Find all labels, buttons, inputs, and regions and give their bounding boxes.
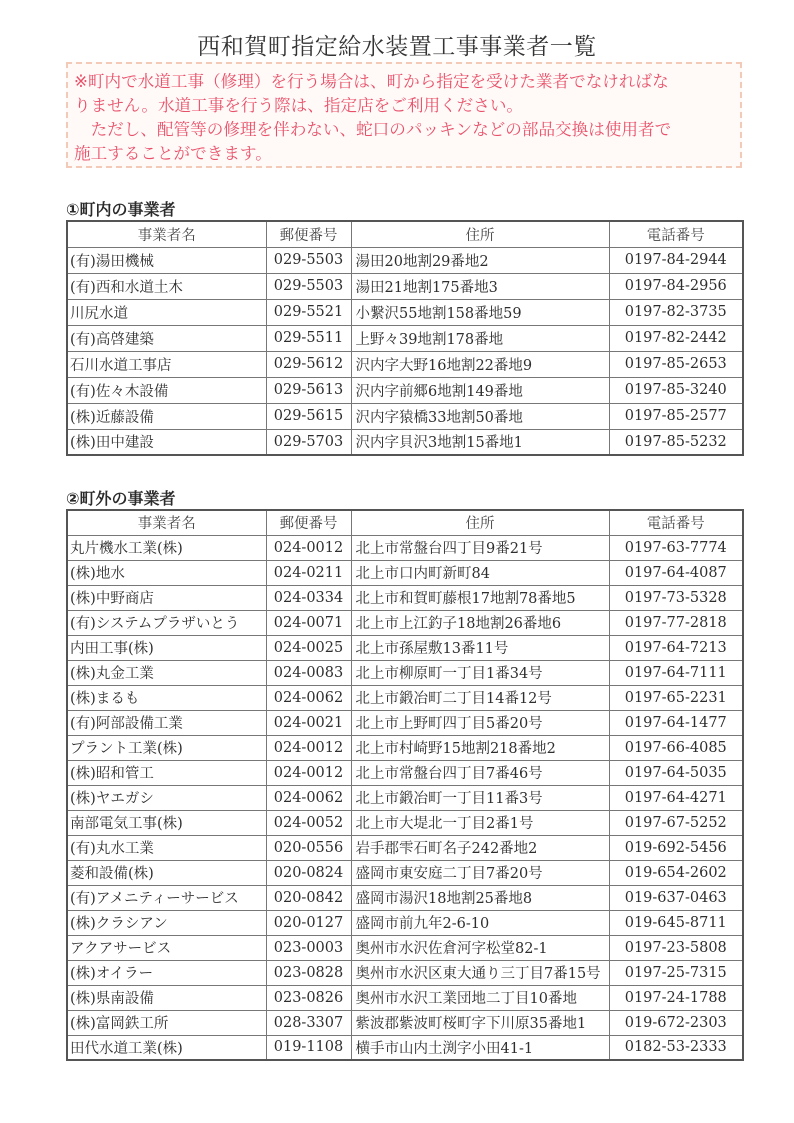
phone-number-cell: 0197-85-2653 bbox=[609, 351, 743, 377]
phone-number-cell: 0197-64-5035 bbox=[609, 760, 743, 785]
postal-code-cell: 023-0826 bbox=[266, 985, 351, 1010]
address-cell: 湯田20地割29番地2 bbox=[351, 247, 609, 273]
table-row bbox=[67, 325, 743, 351]
column-header-phone: 電話番号 bbox=[609, 221, 743, 247]
column-header-name: 事業者名 bbox=[67, 510, 266, 535]
company-name-cell: (株)オイラー bbox=[67, 960, 266, 985]
address-cell: 奥州市水沢工業団地二丁目10番地 bbox=[351, 985, 609, 1010]
postal-code-cell: 024-0211 bbox=[266, 560, 351, 585]
company-name-cell: (有)アメニティーサービス bbox=[67, 885, 266, 910]
company-name-cell: 内田工事(株) bbox=[67, 635, 266, 660]
company-name-cell: 丸片機水工業(株) bbox=[67, 535, 266, 560]
page-title: 西和賀町指定給水装置工事事業者一覧 bbox=[197, 34, 597, 60]
table-row bbox=[67, 299, 743, 325]
phone-number-cell: 0197-64-4271 bbox=[609, 785, 743, 810]
out-of-town-contractors-table bbox=[66, 509, 744, 1061]
phone-number-cell: 0197-64-4087 bbox=[609, 560, 743, 585]
postal-code-cell: 019-1108 bbox=[266, 1035, 351, 1060]
table-row bbox=[67, 935, 743, 960]
table-row bbox=[67, 760, 743, 785]
table-row bbox=[67, 585, 743, 610]
address-cell: 横手市山内土渕字小田41-1 bbox=[351, 1035, 609, 1060]
phone-number-cell: 0197-73-5328 bbox=[609, 585, 743, 610]
address-cell: 北上市孫屋敷13番11号 bbox=[351, 635, 609, 660]
postal-code-cell: 024-0052 bbox=[266, 810, 351, 835]
postal-code-cell: 024-0012 bbox=[266, 735, 351, 760]
address-cell: 小繋沢55地割158番地59 bbox=[351, 299, 609, 325]
table-row bbox=[67, 273, 743, 299]
phone-number-cell: 0197-82-2442 bbox=[609, 325, 743, 351]
column-header-postal: 郵便番号 bbox=[266, 510, 351, 535]
address-cell: 北上市上野町四丁目5番20号 bbox=[351, 710, 609, 735]
notice-line: ただし、配管等の修理を伴わない、蛇口のパッキンなどの部品交換は使用者で bbox=[74, 120, 672, 139]
company-name-cell: (株)県南設備 bbox=[67, 985, 266, 1010]
table-row bbox=[67, 810, 743, 835]
company-name-cell: 菱和設備(株) bbox=[67, 860, 266, 885]
notice-line: 施工することができます。 bbox=[74, 144, 272, 163]
phone-number-cell: 0197-65-2231 bbox=[609, 685, 743, 710]
address-cell: 沢内字前郷6地割149番地 bbox=[351, 377, 609, 403]
postal-code-cell: 023-0003 bbox=[266, 935, 351, 960]
postal-code-cell: 020-0842 bbox=[266, 885, 351, 910]
address-cell: 盛岡市前九年2-6-10 bbox=[351, 910, 609, 935]
phone-number-cell: 0197-85-5232 bbox=[609, 429, 743, 455]
phone-number-cell: 019-672-2303 bbox=[609, 1010, 743, 1035]
company-name-cell: 田代水道工業(株) bbox=[67, 1035, 266, 1060]
column-header-name: 事業者名 bbox=[67, 221, 266, 247]
company-name-cell: (有)西和水道土木 bbox=[67, 273, 266, 299]
address-cell: 湯田21地割175番地3 bbox=[351, 273, 609, 299]
phone-number-cell: 0197-82-3735 bbox=[609, 299, 743, 325]
postal-code-cell: 024-0062 bbox=[266, 685, 351, 710]
postal-code-cell: 024-0071 bbox=[266, 610, 351, 635]
postal-code-cell: 029-5503 bbox=[266, 247, 351, 273]
address-cell: 沢内字大野16地割22番地9 bbox=[351, 351, 609, 377]
address-cell: 盛岡市湯沢18地割25番地8 bbox=[351, 885, 609, 910]
postal-code-cell: 029-5503 bbox=[266, 273, 351, 299]
table-row bbox=[67, 985, 743, 1010]
postal-code-cell: 020-0824 bbox=[266, 860, 351, 885]
table-row bbox=[67, 835, 743, 860]
postal-code-cell: 020-0127 bbox=[266, 910, 351, 935]
section-heading-out-of-town: ②町外の事業者 bbox=[66, 489, 176, 508]
company-name-cell: プラント工業(株) bbox=[67, 735, 266, 760]
phone-number-cell: 0197-63-7774 bbox=[609, 535, 743, 560]
address-cell: 北上市和賀町藤根17地割78番地5 bbox=[351, 585, 609, 610]
postal-code-cell: 029-5521 bbox=[266, 299, 351, 325]
phone-number-cell: 0197-85-2577 bbox=[609, 403, 743, 429]
table-header-row bbox=[67, 221, 743, 247]
phone-number-cell: 0182-53-2333 bbox=[609, 1035, 743, 1060]
company-name-cell: (有)佐々木設備 bbox=[67, 377, 266, 403]
section-heading-in-town: ①町内の事業者 bbox=[66, 200, 176, 219]
address-cell: 北上市大堤北一丁目2番1号 bbox=[351, 810, 609, 835]
table-row bbox=[67, 635, 743, 660]
postal-code-cell: 029-5613 bbox=[266, 377, 351, 403]
phone-number-cell: 0197-25-7315 bbox=[609, 960, 743, 985]
postal-code-cell: 029-5703 bbox=[266, 429, 351, 455]
table-row bbox=[67, 1010, 743, 1035]
phone-number-cell: 0197-67-5252 bbox=[609, 810, 743, 835]
address-cell: 盛岡市東安庭二丁目7番20号 bbox=[351, 860, 609, 885]
address-cell: 北上市口内町新町84 bbox=[351, 560, 609, 585]
table-row bbox=[67, 610, 743, 635]
phone-number-cell: 0197-64-7111 bbox=[609, 660, 743, 685]
postal-code-cell: 020-0556 bbox=[266, 835, 351, 860]
table-row bbox=[67, 403, 743, 429]
table-row bbox=[67, 785, 743, 810]
table-row bbox=[67, 735, 743, 760]
address-cell: 北上市常盤台四丁目7番46号 bbox=[351, 760, 609, 785]
postal-code-cell: 024-0334 bbox=[266, 585, 351, 610]
address-cell: 沢内字猿橋33地割50番地 bbox=[351, 403, 609, 429]
phone-number-cell: 0197-85-3240 bbox=[609, 377, 743, 403]
address-cell: 紫波郡紫波町桜町字下川原35番地1 bbox=[351, 1010, 609, 1035]
table-row bbox=[67, 960, 743, 985]
company-name-cell: (株)近藤設備 bbox=[67, 403, 266, 429]
phone-number-cell: 019-692-5456 bbox=[609, 835, 743, 860]
address-cell: 上野々39地割178番地 bbox=[351, 325, 609, 351]
table-row bbox=[67, 535, 743, 560]
company-name-cell: (有)湯田機械 bbox=[67, 247, 266, 273]
company-name-cell: (株)昭和管工 bbox=[67, 760, 266, 785]
phone-number-cell: 0197-23-5808 bbox=[609, 935, 743, 960]
postal-code-cell: 023-0828 bbox=[266, 960, 351, 985]
table-row bbox=[67, 860, 743, 885]
postal-code-cell: 024-0012 bbox=[266, 535, 351, 560]
out-of-town-table-body bbox=[67, 535, 743, 1060]
table-row bbox=[67, 377, 743, 403]
phone-number-cell: 0197-64-7213 bbox=[609, 635, 743, 660]
table-row bbox=[67, 351, 743, 377]
company-name-cell: (株)ヤエガシ bbox=[67, 785, 266, 810]
company-name-cell: (株)富岡鉄工所 bbox=[67, 1010, 266, 1035]
postal-code-cell: 024-0083 bbox=[266, 660, 351, 685]
table-row bbox=[67, 710, 743, 735]
address-cell: 北上市村崎野15地割218番地2 bbox=[351, 735, 609, 760]
postal-code-cell: 029-5612 bbox=[266, 351, 351, 377]
table-row bbox=[67, 660, 743, 685]
notice-line: ※町内で水道工事（修理）を行う場合は、町から指定を受けた業者でなければな bbox=[74, 72, 669, 91]
postal-code-cell: 024-0062 bbox=[266, 785, 351, 810]
table-header-row bbox=[67, 510, 743, 535]
phone-number-cell: 019-645-8711 bbox=[609, 910, 743, 935]
postal-code-cell: 029-5615 bbox=[266, 403, 351, 429]
phone-number-cell: 0197-84-2944 bbox=[609, 247, 743, 273]
phone-number-cell: 0197-84-2956 bbox=[609, 273, 743, 299]
phone-number-cell: 0197-64-1477 bbox=[609, 710, 743, 735]
phone-number-cell: 0197-24-1788 bbox=[609, 985, 743, 1010]
table-row bbox=[67, 247, 743, 273]
company-name-cell: (株)地水 bbox=[67, 560, 266, 585]
table-row bbox=[67, 910, 743, 935]
company-name-cell: (有)丸水工業 bbox=[67, 835, 266, 860]
company-name-cell: アクアサービス bbox=[67, 935, 266, 960]
company-name-cell: (有)高啓建築 bbox=[67, 325, 266, 351]
company-name-cell: (株)田中建設 bbox=[67, 429, 266, 455]
in-town-table-body bbox=[67, 247, 743, 455]
company-name-cell: (株)中野商店 bbox=[67, 585, 266, 610]
table-row bbox=[67, 685, 743, 710]
company-name-cell: (株)クラシアン bbox=[67, 910, 266, 935]
table-row bbox=[67, 560, 743, 585]
notice-box bbox=[66, 62, 742, 168]
table-row bbox=[67, 429, 743, 455]
table-row bbox=[67, 1035, 743, 1060]
column-header-phone: 電話番号 bbox=[609, 510, 743, 535]
company-name-cell: (株)まるも bbox=[67, 685, 266, 710]
phone-number-cell: 0197-77-2818 bbox=[609, 610, 743, 635]
notice-line: りません。水道工事を行う際は、指定店をご利用ください。 bbox=[74, 96, 524, 115]
column-header-address: 住所 bbox=[351, 221, 609, 247]
company-name-cell: 川尻水道 bbox=[67, 299, 266, 325]
address-cell: 奥州市水沢佐倉河字松堂82-1 bbox=[351, 935, 609, 960]
phone-number-cell: 0197-66-4085 bbox=[609, 735, 743, 760]
address-cell: 北上市上江釣子18地割26番地6 bbox=[351, 610, 609, 635]
company-name-cell: (有)システムプラザいとう bbox=[67, 610, 266, 635]
postal-code-cell: 024-0012 bbox=[266, 760, 351, 785]
company-name-cell: 南部電気工事(株) bbox=[67, 810, 266, 835]
address-cell: 北上市鍛冶町一丁目11番3号 bbox=[351, 785, 609, 810]
phone-number-cell: 019-654-2602 bbox=[609, 860, 743, 885]
address-cell: 奥州市水沢区東大通り三丁目7番15号 bbox=[351, 960, 609, 985]
company-name-cell: 石川水道工事店 bbox=[67, 351, 266, 377]
postal-code-cell: 029-5511 bbox=[266, 325, 351, 351]
postal-code-cell: 024-0025 bbox=[266, 635, 351, 660]
phone-number-cell: 019-637-0463 bbox=[609, 885, 743, 910]
postal-code-cell: 028-3307 bbox=[266, 1010, 351, 1035]
address-cell: 沢内字貝沢3地割15番地1 bbox=[351, 429, 609, 455]
company-name-cell: (株)丸金工業 bbox=[67, 660, 266, 685]
column-header-postal: 郵便番号 bbox=[266, 221, 351, 247]
table-row bbox=[67, 885, 743, 910]
in-town-contractors-table bbox=[66, 220, 744, 456]
postal-code-cell: 024-0021 bbox=[266, 710, 351, 735]
address-cell: 北上市柳原町一丁目1番34号 bbox=[351, 660, 609, 685]
company-name-cell: (有)阿部設備工業 bbox=[67, 710, 266, 735]
address-cell: 岩手郡雫石町名子242番地2 bbox=[351, 835, 609, 860]
address-cell: 北上市常盤台四丁目9番21号 bbox=[351, 535, 609, 560]
address-cell: 北上市鍛冶町二丁目14番12号 bbox=[351, 685, 609, 710]
column-header-address: 住所 bbox=[351, 510, 609, 535]
